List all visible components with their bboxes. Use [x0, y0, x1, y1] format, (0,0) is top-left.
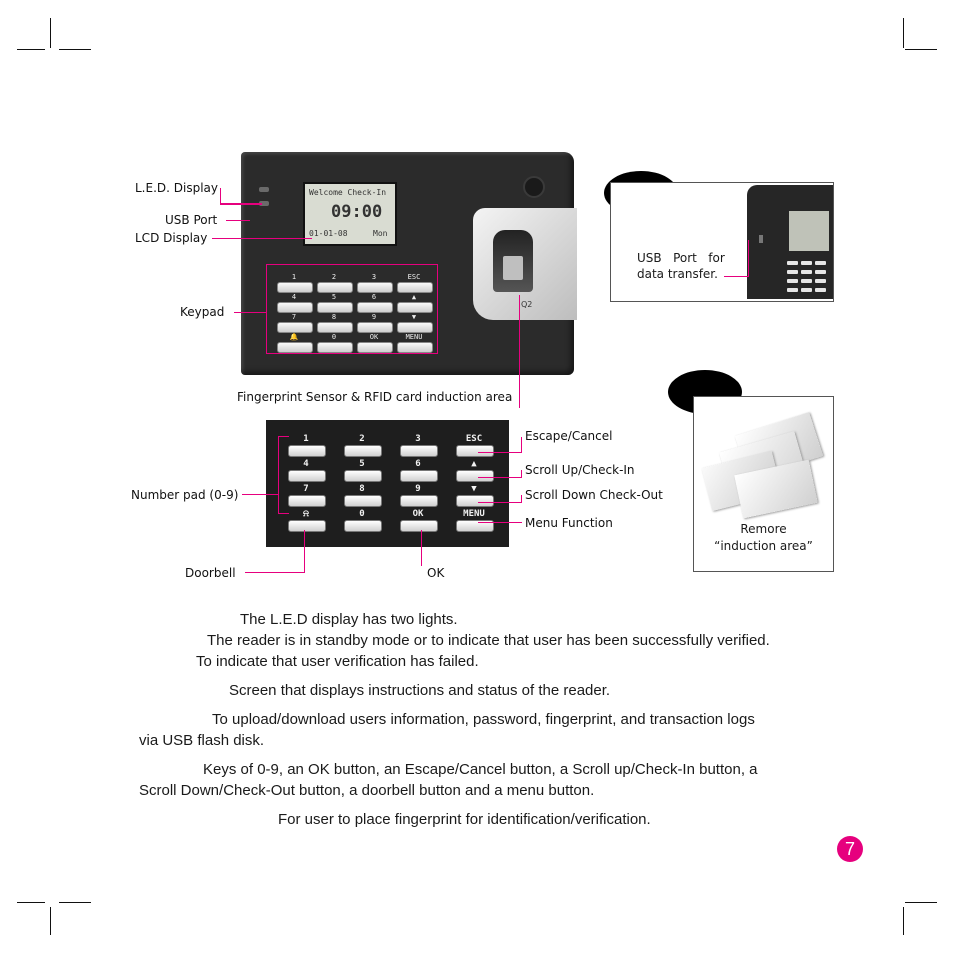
label-doorbell: Doorbell [185, 566, 236, 580]
device-key-label: ▲ [411, 293, 417, 301]
lcd-line1: Welcome Check-In [309, 188, 387, 197]
keypad-area [266, 264, 438, 354]
keypad-key-label: 5 [359, 459, 365, 469]
side-key [801, 270, 812, 274]
leader-number-pad [242, 494, 278, 495]
label-fingerprint: Fingerprint Sensor & RFID card induction area [237, 390, 513, 404]
side-keypad [787, 261, 831, 297]
leader-led-display-h [220, 203, 262, 205]
side-lcd [789, 211, 829, 251]
side-key [787, 279, 798, 283]
side-key [787, 288, 798, 292]
lcd-date: 01-01-08 [309, 229, 348, 238]
device-key-label: 0 [331, 333, 337, 341]
keypad-key-label: 8 [359, 484, 365, 494]
device-key-label: 8 [331, 313, 337, 321]
keypad-key[interactable] [456, 470, 494, 482]
keypad-key[interactable] [344, 445, 382, 457]
label-lcd-display: LCD Display [135, 231, 208, 245]
usb-device-side-view [747, 185, 833, 299]
keypad-key-label: ▼ [471, 484, 477, 494]
keypad-key-label: 9 [415, 484, 421, 494]
leader-scroll-down [478, 502, 522, 503]
keypad-key-label: ESC [465, 434, 483, 444]
usb-caption-2: data transfer. [637, 267, 718, 281]
label-menu-function: Menu Function [525, 516, 613, 530]
fingerprint-sensor-panel [473, 208, 577, 320]
side-key [815, 261, 826, 265]
leader-usb-detail-h [724, 276, 749, 277]
device-key-label: 5 [331, 293, 337, 301]
label-keypad: Keypad [180, 305, 225, 319]
keypad-key[interactable] [456, 495, 494, 507]
device-key[interactable] [317, 322, 353, 333]
device-key-label: MENU [405, 333, 423, 341]
side-key [801, 279, 812, 283]
keypad-key[interactable] [288, 470, 326, 482]
keypad-key[interactable] [344, 470, 382, 482]
device-key[interactable] [357, 282, 393, 293]
device-key[interactable] [357, 302, 393, 313]
fingerprint-glass [503, 256, 523, 280]
leader-keypad [234, 312, 266, 313]
label-ok: OK [427, 566, 445, 580]
keypad-key[interactable] [400, 495, 438, 507]
keypad-key[interactable] [288, 520, 326, 532]
keypad-key-label: 3 [415, 434, 421, 444]
lcd-day: Mon [373, 229, 388, 238]
keypad-key-label: 4 [303, 459, 309, 469]
device-key-label: 3 [371, 273, 377, 281]
paragraph-usb-2: via USB flash disk. [139, 732, 265, 749]
device-key-label: ▼ [411, 313, 417, 321]
paragraph-fingerprint: For user to place fingerprint for identification/verification. [278, 811, 651, 828]
device-key[interactable] [397, 282, 433, 293]
device-key[interactable] [277, 342, 313, 353]
paragraph-led-3: To indicate that user verification has failed. [196, 653, 479, 670]
page-number-badge [837, 836, 863, 862]
keypad-key-label: 0 [359, 509, 365, 519]
side-key [815, 279, 826, 283]
label-led-display: L.E.D. Display [135, 181, 218, 195]
page-number: 7 [844, 839, 855, 859]
device-key[interactable] [317, 342, 353, 353]
keypad-key[interactable] [400, 445, 438, 457]
leader-led-display-v [220, 188, 221, 204]
leader-usb-port [226, 220, 250, 221]
keypad-key-label: MENU [463, 509, 485, 519]
keypad-key-label: ⍾ [303, 509, 309, 519]
led-light-top [259, 187, 269, 192]
device-key-label: 7 [291, 313, 297, 321]
leader-doorbell-h [245, 572, 305, 573]
device-key[interactable] [397, 342, 433, 353]
keypad-key-label: ▲ [471, 459, 477, 469]
device-key-label: 9 [371, 313, 377, 321]
lcd-time: 09:00 [331, 202, 383, 222]
device-key[interactable] [277, 302, 313, 313]
keypad-key[interactable] [288, 445, 326, 457]
leader-fingerprint [519, 295, 520, 408]
label-escape-cancel: Escape/Cancel [525, 429, 613, 443]
keypad-key[interactable] [456, 445, 494, 457]
camera-icon [523, 176, 545, 198]
paragraph-usb-1: To upload/download users information, password, fingerprint, and transaction logs [212, 711, 755, 728]
keypad-key-label: 2 [359, 434, 365, 444]
device-key[interactable] [317, 282, 353, 293]
leader-doorbell-v [304, 530, 305, 573]
device-key-label: 6 [371, 293, 377, 301]
model-label: Q2 [521, 300, 533, 309]
keypad-key-label: OK [412, 509, 424, 519]
label-scroll-down: Scroll Down Check-Out [525, 488, 663, 502]
device-key-label: OK [369, 333, 379, 341]
keypad-key[interactable] [344, 520, 382, 532]
device-key-label: 🔔 [289, 333, 299, 341]
side-key [815, 288, 826, 292]
device-key-label: ESC [407, 273, 421, 281]
side-key [787, 261, 798, 265]
leader-ok [421, 530, 422, 566]
device-key-label: 4 [291, 293, 297, 301]
card-detail-box [693, 396, 834, 572]
device-key[interactable] [357, 322, 393, 333]
card-caption-2: “induction area” [714, 539, 813, 553]
keypad-key[interactable] [400, 470, 438, 482]
side-key [815, 270, 826, 274]
leader-usb-detail-v [748, 240, 749, 277]
label-scroll-up: Scroll Up/Check-In [525, 463, 635, 477]
leader-scroll-down-v [521, 495, 522, 503]
side-usb-port [759, 235, 763, 243]
fingerprint-scanner [493, 230, 533, 292]
leader-escape-v [521, 437, 522, 453]
keypad-key-label: 7 [303, 484, 309, 494]
device-illustration [241, 152, 574, 375]
keypad-key-label: 6 [415, 459, 421, 469]
paragraph-keypad-2: Scroll Down/Check-Out button, a doorbell button and a menu button. [139, 782, 595, 799]
side-key [787, 270, 798, 274]
keypad-key[interactable] [400, 520, 438, 532]
card-caption-1: Remore [740, 522, 787, 536]
leader-lcd-display [212, 238, 312, 239]
lcd-screen [303, 182, 397, 246]
device-key[interactable] [277, 322, 313, 333]
device-key[interactable] [357, 342, 393, 353]
device-key[interactable] [277, 282, 313, 293]
device-key-label: 1 [291, 273, 297, 281]
paragraph-led-2: The reader is in standby mode or to indicate that user has been successfully verified. [207, 632, 770, 649]
leader-escape [478, 452, 522, 453]
device-key-label: 2 [331, 273, 337, 281]
keypad-enlarged [266, 420, 509, 547]
keypad-key-label: 1 [303, 434, 309, 444]
label-number-pad: Number pad (0-9) [131, 488, 239, 502]
leader-menu [478, 522, 522, 523]
paragraph-led-1: The L.E.D display has two lights. [240, 611, 458, 628]
leader-scroll-up [478, 477, 522, 478]
paragraph-lcd: Screen that displays instructions and status of the reader. [229, 682, 611, 699]
keypad-key[interactable] [344, 495, 382, 507]
keypad-key[interactable] [288, 495, 326, 507]
side-key [801, 288, 812, 292]
leader-scroll-up-v [521, 470, 522, 478]
device-key[interactable] [317, 302, 353, 313]
label-usb-port: USB Port [165, 213, 218, 227]
usb-caption-1: USB Port for [637, 251, 725, 265]
side-key [801, 261, 812, 265]
device-key[interactable] [397, 302, 433, 313]
paragraph-keypad-1: Keys of 0-9, an OK button, an Escape/Cancel button, a Scroll up/Check-In button, a [203, 761, 758, 778]
usb-detail-box [610, 182, 834, 302]
device-key[interactable] [397, 322, 433, 333]
